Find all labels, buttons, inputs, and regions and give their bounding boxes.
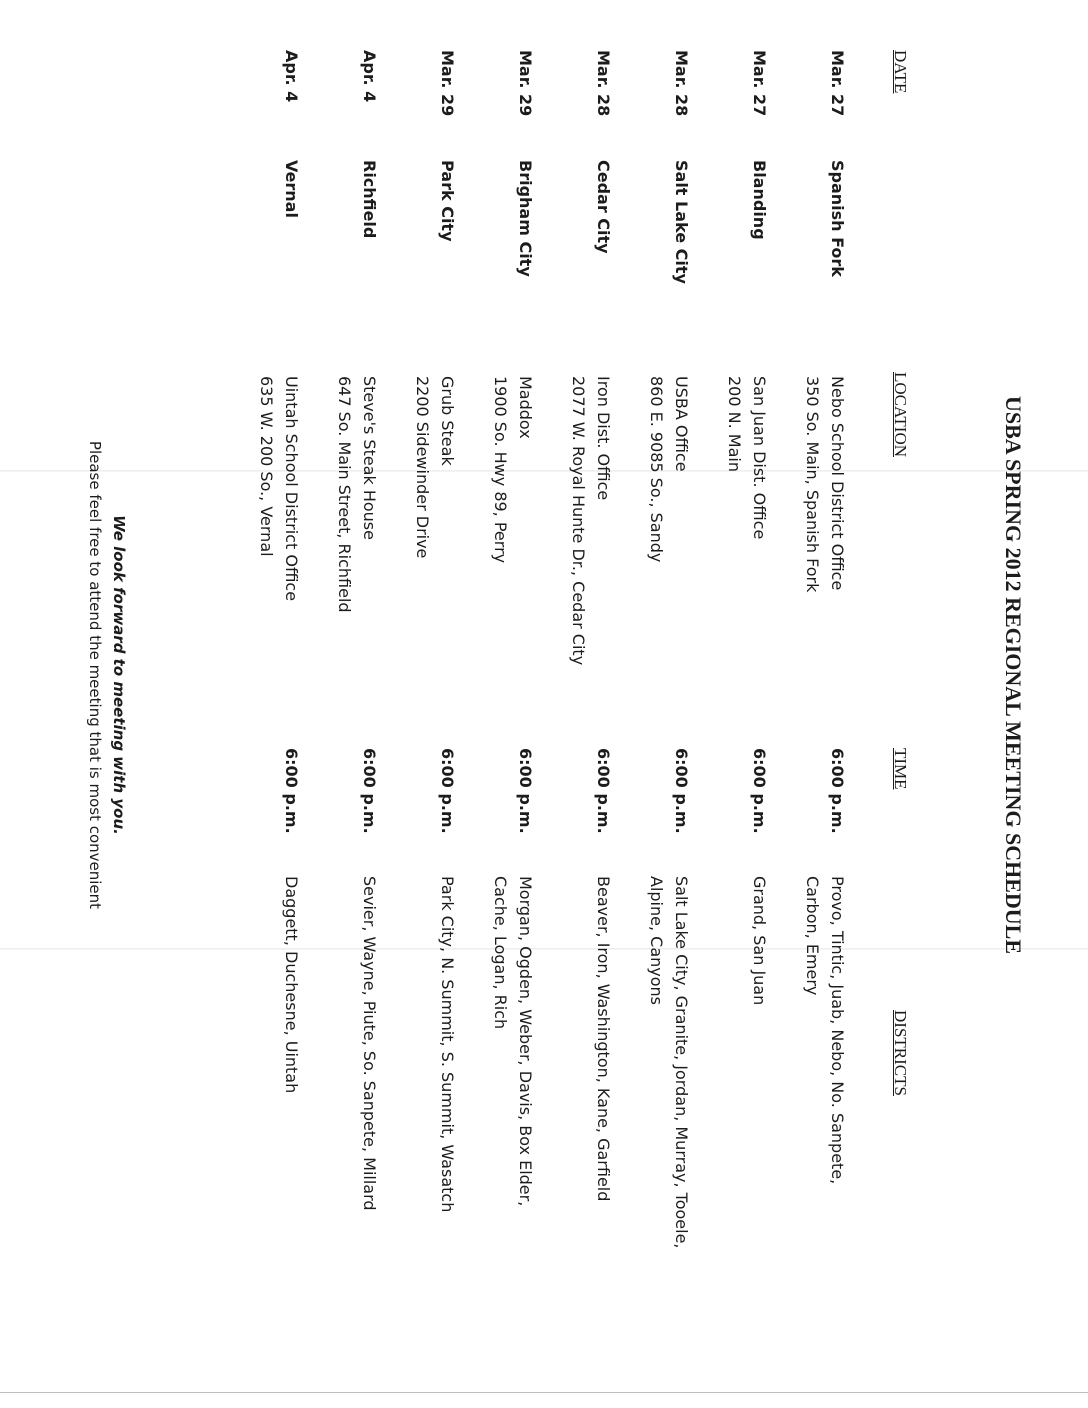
row-date: Mar. 29 [516,50,535,117]
row-city: Cedar City [594,160,613,254]
row-date: Apr. 4 [360,50,379,103]
row-districts [747,876,772,1346]
row-location [254,376,304,796]
header-time: TIME [891,748,910,790]
row-districts [800,876,850,1346]
row-city: Vernal [282,160,301,218]
row-time: 6:00 p.m. [516,748,535,834]
location-address: 860 E. 9085 So., Sandy [647,376,666,563]
row-location [566,376,616,796]
districts-line: Morgan, Ogden, Weber, Davis, Box Elder, [516,876,535,1207]
row-time: 6:00 p.m. [828,748,847,834]
row-city: Salt Lake City [672,160,691,284]
location-name: USBA Office [672,376,691,472]
row-districts [591,876,616,1346]
schedule-row [380,50,460,1370]
row-time: 6:00 p.m. [438,748,457,834]
page-title: USBA SPRING 2012 REGIONAL MEETING SCHEDULE [1001,395,1026,955]
attendance-note: Please feel free to attend the meeting that is most convenient [86,440,104,910]
row-date: Mar. 27 [750,50,769,117]
schedule-row [536,50,616,1370]
closing-message: We look forward to meeting with you. [110,515,128,835]
row-city: Park City [438,160,457,242]
row-districts [357,876,382,1346]
row-location [332,376,382,796]
row-date: Mar. 29 [438,50,457,117]
row-time: 6:00 p.m. [594,748,613,834]
districts-line: Alpine, Canyons [647,876,666,1005]
location-address: 647 So. Main Street, Richfield [335,376,354,613]
location-address: 200 N. Main [725,376,744,472]
header-location: LOCATION [891,372,910,457]
schedule-row [224,50,304,1370]
districts-line: Park City, N. Summit, S. Summit, Wasatch [438,876,457,1213]
location-name: San Juan Dist. Office [750,376,769,540]
location-name: Uintah School District Office [282,376,301,602]
row-city: Brigham City [516,160,535,277]
schedule-row [770,50,850,1370]
row-time: 6:00 p.m. [750,748,769,834]
districts-line: Sevier, Wayne, Piute, So. Sanpete, Millard [360,876,379,1211]
location-address: 635 W. 200 So., Vernal [257,376,276,557]
header-districts: DISTRICTS [891,1010,910,1096]
districts-line: Daggett, Duchesne, Uintah [282,876,301,1094]
row-districts [488,876,538,1346]
row-districts [644,876,694,1346]
location-address: 2077 W. Royal Hunte Dr., Cedar City [569,376,588,666]
districts-line: Cache, Logan, Rich [491,876,510,1030]
location-name: Grub Steak [438,376,457,466]
location-address: 2200 Sidewinder Drive [413,376,432,559]
districts-line: Provo, Tintic, Juab, Nebo, No. Sanpete, [828,876,847,1185]
row-location [410,376,460,796]
row-city: Spanish Fork [828,160,847,277]
location-name: Iron Dist. Office [594,376,613,501]
row-districts [279,876,304,1346]
schedule-row [458,50,538,1370]
row-city: Blanding [750,160,769,240]
location-address: 350 So. Main, Spanish Fork [803,376,822,593]
row-time: 6:00 p.m. [282,748,301,834]
header-date: DATE [891,50,910,94]
districts-line: Grand, San Juan [750,876,769,1006]
row-date: Apr. 4 [282,50,301,103]
row-time: 6:00 p.m. [672,748,691,834]
row-time: 6:00 p.m. [360,748,379,834]
schedule-row [692,50,772,1370]
row-location [488,376,538,796]
location-name: Maddox [516,376,535,439]
row-location [722,376,772,796]
districts-line: Beaver, Iron, Washington, Kane, Garfield [594,876,613,1202]
row-location [800,376,850,796]
districts-line: Salt Lake City, Granite, Jordan, Murray, Tooele, [672,876,691,1249]
row-location [644,376,694,796]
schedule-row [302,50,382,1370]
location-address: 1900 So. Hwy 89, Perry [491,376,510,564]
location-name: Nebo School District Office [828,376,847,591]
schedule-row [614,50,694,1370]
row-date: Mar. 28 [594,50,613,117]
row-date: Mar. 27 [828,50,847,117]
row-date: Mar. 28 [672,50,691,117]
location-name: Steve's Steak House [360,376,379,540]
row-districts [435,876,460,1346]
row-city: Richfield [360,160,379,239]
districts-line: Carbon, Emery [803,876,822,996]
